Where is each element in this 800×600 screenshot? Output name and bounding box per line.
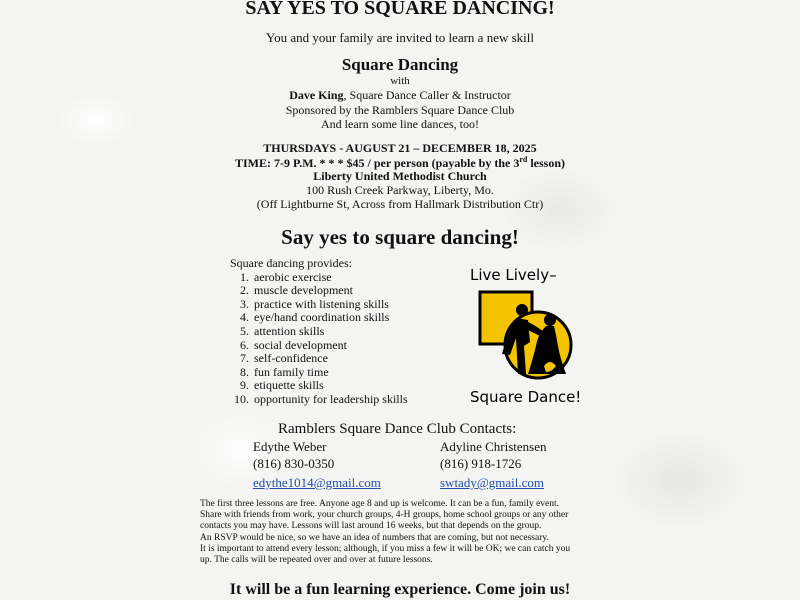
event-heading: Square Dancing bbox=[341, 55, 459, 74]
benefit-item: 8. fun family time bbox=[252, 366, 408, 380]
benefits-intro: Square dancing provides: bbox=[230, 256, 352, 270]
notes-line: contacts you may have. Lessons will last around 16 weeks, but that depends on the group. bbox=[200, 521, 542, 532]
contact-name: Edythe Weber bbox=[253, 439, 327, 454]
benefit-item: 6. social development bbox=[252, 339, 408, 353]
time-prefix: TIME: 7-9 P.M. * * * $45 / per person (payable by the 3 bbox=[234, 156, 520, 170]
invitation-line: You and your family are invited to learn a new skill bbox=[265, 30, 534, 45]
benefit-item: 10. opportunity for leadership skills bbox=[252, 393, 408, 407]
church-name: Liberty United Methodist Church bbox=[313, 169, 487, 183]
directions-line: (Off Lightburne St, Across from Hallmark Distribution Ctr) bbox=[256, 197, 544, 211]
benefit-item: 4. eye/hand coordination skills bbox=[252, 311, 408, 325]
dates-line: THURSDAYS - AUGUST 21 – DECEMBER 18, 2025 bbox=[263, 141, 537, 155]
instructor-role: , Square Dance Caller & Instructor bbox=[343, 88, 511, 102]
notes-line: An RSVP would be nice, so we have an idea of numbers that are coming, but not necessary. bbox=[200, 532, 549, 543]
logo-bottom-text: Square Dance! bbox=[470, 388, 582, 406]
closing-line: It will be a fun learning experience. Come join us! bbox=[229, 581, 571, 598]
with-text: with bbox=[390, 75, 410, 87]
notes-line: up. The calls will be repeated over and over at future lessons. bbox=[200, 555, 433, 566]
time-suffix: lesson) bbox=[527, 156, 565, 170]
contact-phone: (816) 830-0350 bbox=[253, 456, 335, 471]
sponsor-line: Sponsored by the Ramblers Square Dance Club bbox=[285, 103, 515, 117]
instructor-name: Dave King bbox=[289, 88, 344, 102]
benefit-item: 2. muscle development bbox=[252, 284, 408, 298]
instructor-line bbox=[0, 88, 800, 103]
benefit-item: 5. attention skills bbox=[252, 325, 408, 339]
logo-top-text: Live Lively– bbox=[470, 266, 557, 284]
benefit-item: 3. practice with listening skills bbox=[252, 298, 408, 312]
say-yes-heading: Say yes to square dancing! bbox=[281, 225, 519, 249]
square-dance-logo bbox=[466, 262, 596, 407]
notes-line: The first three lessons are free. Anyone age 8 and up is welcome. It can be a fun, family event. bbox=[200, 499, 560, 509]
contact-phone: (816) 918-1726 bbox=[440, 456, 522, 471]
notes-line: Share with friends from work, your church groups, 4-H groups, home school groups or any other bbox=[200, 510, 569, 521]
benefit-item: 7. self-confidence bbox=[252, 352, 408, 366]
contact-card bbox=[440, 438, 547, 491]
notes-paragraph bbox=[200, 499, 610, 566]
benefits-section bbox=[230, 257, 408, 407]
contact-card bbox=[253, 438, 381, 491]
time-sup: rd bbox=[519, 155, 528, 164]
address-line: 100 Rush Creek Parkway, Liberty, Mo. bbox=[306, 183, 494, 197]
contact-email-link[interactable]: edythe1014@gmail.com bbox=[253, 475, 381, 490]
benefit-item: 9. etiquette skills bbox=[252, 379, 408, 393]
contacts-heading: Ramblers Square Dance Club Contacts: bbox=[278, 421, 517, 437]
contact-name: Adyline Christensen bbox=[440, 439, 547, 454]
line-dances-line: And learn some line dances, too! bbox=[321, 117, 479, 131]
benefits-list bbox=[230, 271, 408, 407]
notes-line: It is important to attend every lesson; although, if you miss a few it will be OK; we can catch you bbox=[200, 543, 571, 554]
benefit-item: 1. aerobic exercise bbox=[252, 271, 408, 285]
contact-email-link[interactable]: swtady@gmail.com bbox=[440, 475, 545, 490]
main-title: SAY YES TO SQUARE DANCING! bbox=[245, 0, 555, 19]
